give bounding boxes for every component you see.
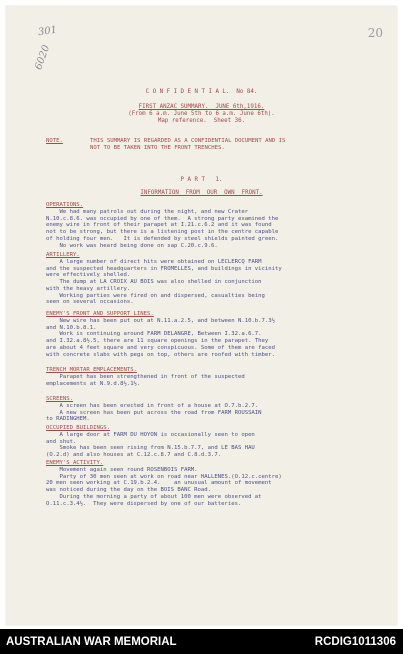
document-page — [6, 6, 397, 625]
section-text-line: are about 4 feet square and very conspicuous. Some of them are faced — [46, 344, 276, 351]
section-text-line: O.11.c.3.4½. They were dispersed by one of our batteries. — [46, 500, 242, 507]
pencil-mark-bottom: 6020 — [33, 43, 53, 72]
section-heading: ARTILLERY. — [46, 252, 80, 258]
note-label: NOTE. — [46, 138, 63, 144]
section-text-line: A large door at FARM DU HOYON is occasionally seen to open — [46, 432, 255, 438]
section-text-line: of holding four men. It is defended by steel shields painted green. — [46, 235, 279, 242]
document-title: C O N F I D E N T I A L. No 84. — [145, 89, 258, 95]
section-text-line: and N.10.b.8.1. — [46, 324, 97, 331]
section-text-line: to RADINGHEM. — [46, 416, 90, 423]
section-text-line: 20 men seen working at C.19.b.2.4. an unusual amount of movement — [46, 480, 272, 487]
summary-heading: FIRST ANZAC SUMMARY. JUNE 6th,1916. — [138, 104, 265, 110]
section-heading: OPERATIONS. — [46, 202, 84, 208]
section-text-line: with the heavy artillery. — [46, 285, 131, 292]
section-text-line: Working parties were fired on and dispersed, casualties being — [46, 292, 265, 299]
section-text-line: The dump at LA CROIX AU BOIS was also shelled in conjunction — [46, 279, 262, 286]
pencil-mark-top: 301 — [37, 24, 58, 39]
section-text-line: During the morning a party of about 100 men were observed at — [46, 493, 262, 500]
section-heading: ENEMY'S FRONT AND SUPPORT LINES. — [46, 311, 154, 317]
part-subtitle: INFORMATION FROM OUR OWN FRONT. — [140, 190, 263, 196]
folio-number: 20 — [367, 26, 383, 40]
summary-period: (From 6 a.m. June 5th to 6 a.m. June 6th). — [128, 111, 275, 117]
section-text-line: No work was heard being done on sap C.20.c.9.6. — [46, 242, 218, 249]
section-heading: SCREENS. — [46, 396, 73, 402]
section-text-line: emplacements at N.9.d.8½.1½. — [46, 380, 141, 387]
section-text-line: (O.2.d) and also houses at C.12.c.8.7 and C.8.d.3.7. — [46, 452, 222, 459]
part-title: P A R T 1. — [180, 177, 223, 183]
section-text-line: with concrete slabs with pegs on top, others are roofed with timber. — [46, 351, 276, 358]
section-text-line: A screen has been erected in front of a house at O.7.b.2.7. — [46, 403, 259, 409]
archive-name: AUSTRALIAN WAR MEMORIAL — [6, 636, 177, 648]
note-line-1: THIS SUMMARY IS REGARDED AS A CONFIDENTIAL DOCUMENT AND IS — [90, 138, 286, 144]
section-text-line: A new screen has been put across the road from FARM ROUSSAIN — [46, 409, 262, 416]
section-text-line: Smoke has been seen rising from N.15.b.7.7, and LE BAS HAU — [46, 445, 255, 452]
section-text-line: not to be strong, but there is a listening post in the centre capable — [46, 229, 279, 236]
section-text-line: N.10.c.8.6. was occupied by one of them. A strong party examined the — [46, 215, 279, 222]
section-heading: TRENCH MORTAR EMPLACEMENTS. — [46, 367, 137, 373]
section-text-line: and I.32.a.8½.5, there are 11 square openings in the parapet. They — [46, 338, 269, 345]
section-text-line: were effectively shelled. — [46, 272, 131, 279]
section-text-line: Party of 30 men seen at work on road near HALLENES.(O.12.c.centre) — [46, 473, 282, 480]
section-text-line: New wire has been put out at N.11.a.2.5, and between N.10.b.7.3½ — [46, 318, 276, 324]
section-text-line: A large number of direct hits were obtained on LECLERCQ FARM — [46, 259, 262, 265]
section-text-line: Work is continuing around FARM DELANGRE, Between I.32.a.6.7. — [46, 331, 262, 338]
section-text-line: Movement again seen round ROSENBOIS FARM. — [46, 467, 198, 473]
section-text-line: and shut. — [46, 438, 77, 445]
archive-record-id: RCDIG1011306 — [314, 636, 396, 648]
section-text-line: seen on several occasions. — [46, 299, 134, 306]
section-heading: ENEMY'S ACTIVITY. — [46, 460, 104, 466]
section-text-line: We had many patrols out during the night, and new Crater — [46, 209, 249, 215]
section-text-line: and the suspected headquarters in FROMELLES, and buildings in vicinity — [46, 265, 282, 272]
section-text-line: Parapet has been strengthened in front of the suspected — [46, 374, 245, 380]
section-text-line: enemy wire in front of their parapet at I.21.c.6.2 and it was found — [46, 222, 272, 229]
section-heading: OCCUPIED BUILDINGS. — [46, 425, 110, 431]
archive-footer-bar — [0, 629, 403, 654]
map-reference: Map reference. Sheet 36. — [157, 118, 246, 124]
section-text-line: was noticed during the day on the BOIS BANC Road. — [46, 487, 212, 494]
note-line-2: NOT TO BE TAKEN INTO THE FRONT TRENCHES. — [90, 145, 225, 151]
